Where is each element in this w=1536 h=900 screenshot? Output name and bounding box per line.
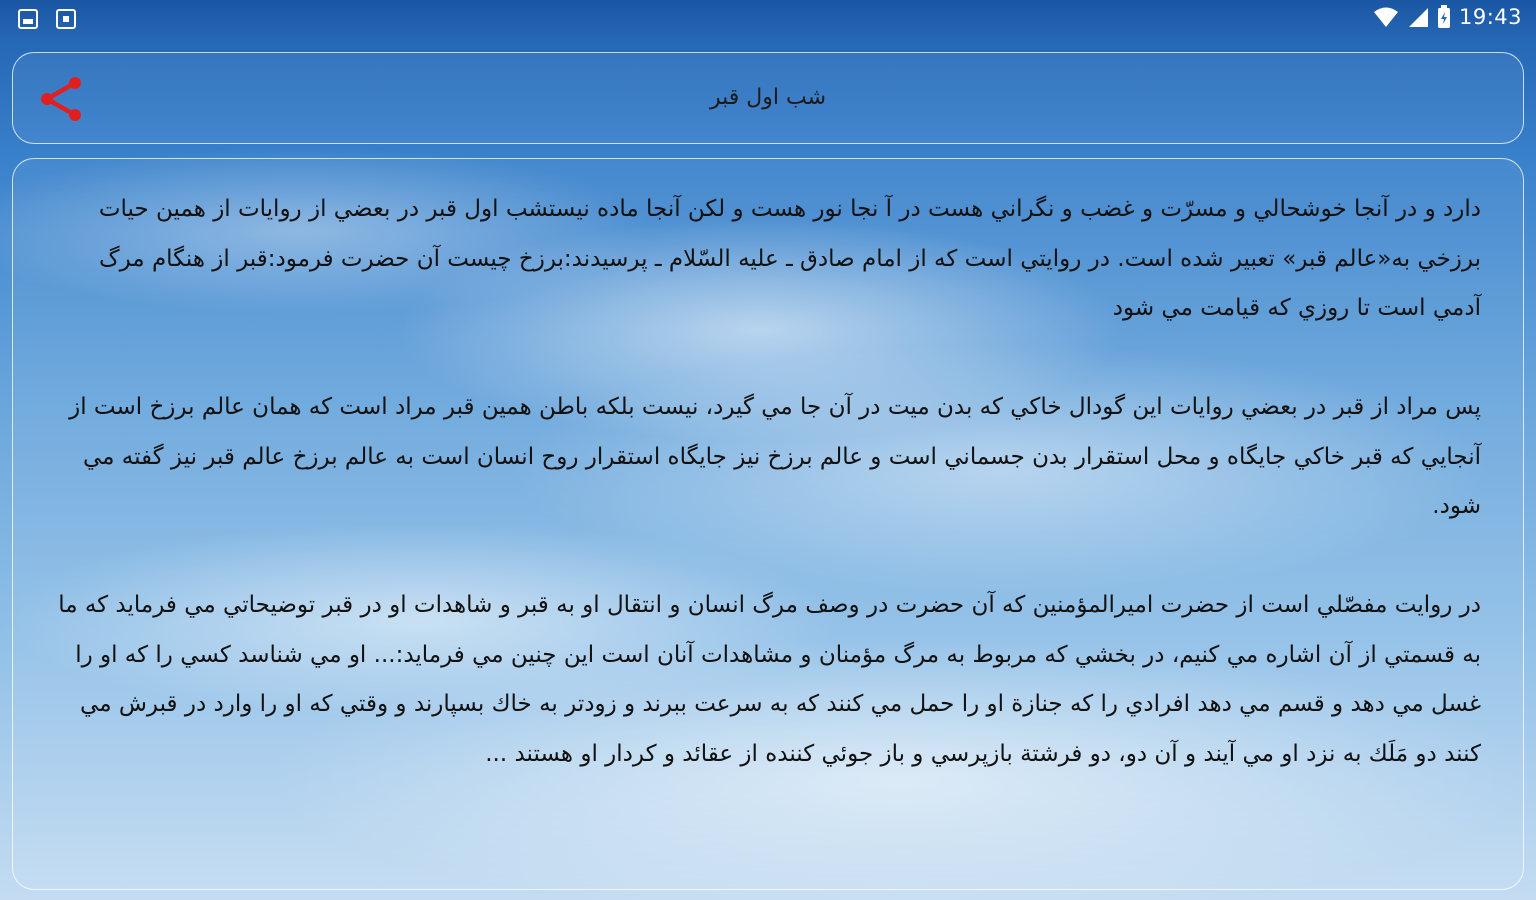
cellular-signal-icon: [1407, 6, 1429, 28]
wifi-icon: [1373, 6, 1399, 28]
article-card[interactable]: [12, 158, 1524, 890]
article-paragraph-3: در روايت مفصّلي است از حضرت اميرالمؤمنين كه آن حضرت در وصف مرگ انسان و انتقال او به قبر و شاهدات او در قبر توضيحاتي مي فرمايد كه ما به قسمتي از آن اشاره مي كنيم، در بخشي كه مربوط به مرگ مؤمنان و مشاهدات آنان است اين چنين مي فرمايد:... او مي شناسد كسي را كه او را غسل مي دهد و قسم مي دهد افرادي را كه جنازة او را حمل مي كنند كه به سرعت ببرند و زودتر به خاك بسپارند و وقتي كه او را وارد در قبرش مي كنند دو مَلَك به نزد او مي آيند و آن دو، دو فرشتة بازپرسي و باز جوئي كننده از عقائد و كردار او هستند ...: [58, 592, 1481, 767]
article-paragraph-2: پس مراد از قبر در بعضي روايات اين گودال خاكي كه بدن ميت در آن جا مي گيرد، نيست بلكه باطن همين قبر مراد است كه همان عالم برزخ است از آنجايي كه قبر خاكي جايگاه و محل استقرار بدن جسماني است و عالم برزخ نيز جايگاه استقرار روح انسان است به عالم برزخ عالم قبر نيز گفته مي شود.: [69, 394, 1481, 519]
status-time: 19:43: [1458, 5, 1522, 29]
article-text: [55, 185, 1481, 779]
screenshot-notification-icon: [18, 9, 38, 29]
page-title: شب اول قبر: [709, 85, 827, 110]
toolbar: [12, 52, 1524, 144]
notification-icons: [18, 9, 76, 29]
battery-icon: [1437, 5, 1451, 29]
system-icons: [1373, 5, 1522, 29]
status-bar: [0, 0, 1536, 38]
article-paragraph-1: دارد و در آنجا خوشحالي و مسرّت و غضب و نگراني هست در آ نجا نور هست و لكن آنجا ماده نيستشب اول قبر در بعضي از روايات از همين حيات برزخي به«عالم قبر» تعبير شده است. در روايتي است كه از امام صادق ـ عليه السّلام ـ پرسيدند:برزخ چيست آن حضرت فرمود:قبر از هنگام مرگ آدمي است تا روزي كه قيامت مي شود: [98, 196, 1481, 321]
media-notification-icon: [56, 9, 76, 29]
